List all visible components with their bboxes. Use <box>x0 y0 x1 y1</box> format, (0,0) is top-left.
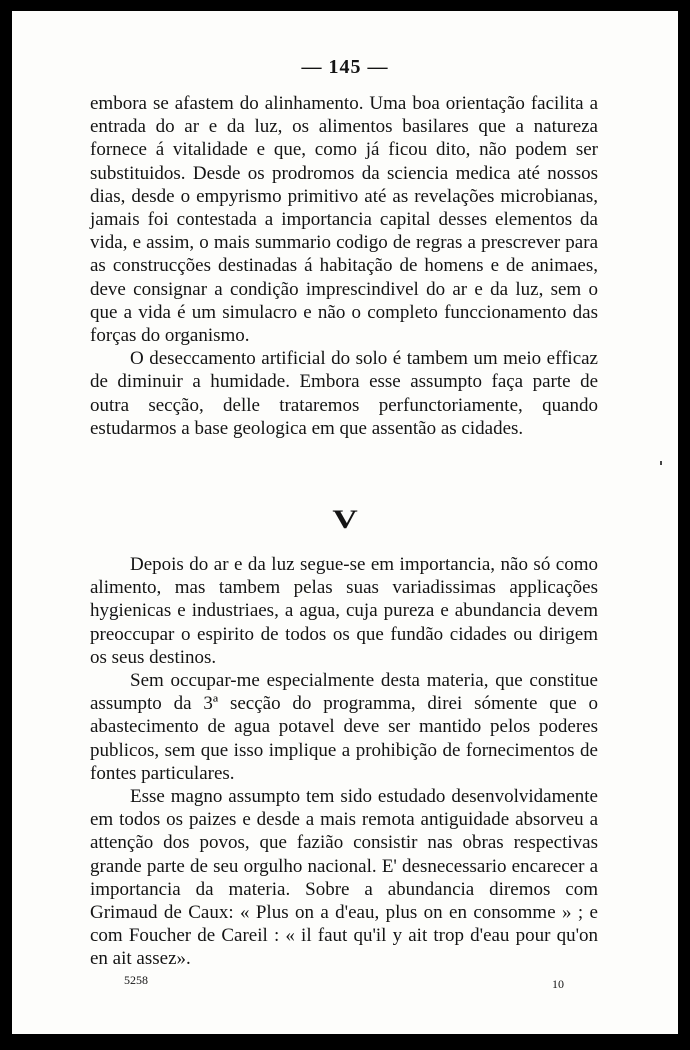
book-page <box>12 11 678 1034</box>
section-heading: V <box>332 505 358 534</box>
text-block-section-v <box>90 553 598 971</box>
text-block-before-section <box>90 92 598 440</box>
paragraph: Depois do ar e da luz segue-se em importancia, não só como alimento, mas tambem pelas suas variadissimas applicações hygienicas e industriaes, a agua, cuja pureza e abundancia devem preoccupar o espirito de todos os que fundão cidades ou dirigem os seus destinos. <box>90 554 598 668</box>
margin-speck <box>660 461 662 465</box>
paragraph: Sem occupar-me especialmente desta materia, que constitue assumpto da 3ª secção do programma, direi sómente que o abastecimento de agua potavel deve ser mantido pelos poderes publicos, sem que isso implique a prohibição de fornecimentos de fontes particulares. <box>90 670 598 784</box>
page-number: — 145 — <box>301 56 389 78</box>
printer-signature-mark: 5258 <box>124 973 148 987</box>
paragraph: O deseccamento artificial do solo é tambem um meio efficaz de diminuir a humidade. Embora esse assumpto faça parte de outra secção, delle trataremos perfunctoriamente, quando estudarmos a base geologica em que assentão as cidades. <box>90 348 598 439</box>
paragraph: Esse magno assumpto tem sido estudado desenvolvidamente em todos os paizes e desde a mais remota antiguidade absorveu a attenção dos povos, que fazião consistir nas obras respectivas grande parte de seu orgulho nacional. E' desnecessario encarecer a importancia da materia. Sobre a abundancia diremos com Grimaud de Caux: « Plus on a d'eau, plus on en consomme » ; e com Foucher de Careil : « il faut qu'il y ait trop d'eau pour qu'on en ait assez». <box>90 786 598 970</box>
sheet-number: 10 <box>552 977 564 991</box>
paragraph: embora se afastem do alinhamento. Uma boa orientação facilita a entrada do ar e da luz, os alimentos basilares que a natureza fornece á vitalidade e que, como já ficou dito, não podem ser substituidos. Desde os prodromos da sciencia medica até nossos dias, desde o empyrismo primitivo até as revelações microbianas, jamais foi contestada a importancia capital desses elementos da vida, e assim, o mais summario codigo de regras a prescrever para as construcções destinadas á habitação de homens e de animaes, deve consignar a condição imprescindivel do ar e da luz, sem o que a vida é um simulacro e não o completo funccionamento das forças do organismo. <box>90 93 598 347</box>
